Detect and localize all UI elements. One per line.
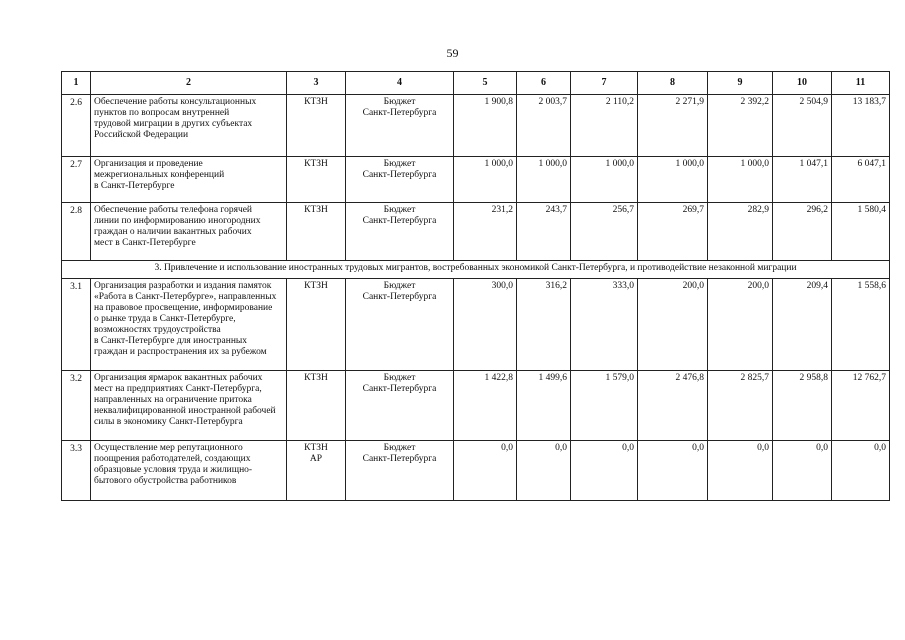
activity-name [91, 279, 287, 371]
row-number: 3.2 [62, 371, 91, 441]
amount-cell: 333,0 [571, 279, 638, 371]
header-cell: 6 [517, 72, 571, 95]
activity-name-line: Обеспечение работы телефона горячей [94, 205, 253, 215]
activity-name-line: направленных на ограничение притока [94, 394, 252, 405]
amount-cell: 1 422,8 [454, 371, 517, 441]
funding-source-line: Бюджет [383, 281, 416, 291]
amount-cell: 1 000,0 [517, 157, 571, 203]
activity-name-line: Российской Федерации [94, 129, 189, 140]
section-title: 3. Привлечение и использование иностранных трудовых мигрантов, востребованных экономикой Санкт-Петербурга, и противодействие незаконной миграции [62, 261, 890, 279]
amount-cell: 316,2 [517, 279, 571, 371]
funding-source [346, 203, 454, 261]
executor-line: КТЗН [304, 443, 328, 453]
activity-name-line: мест на предприятиях Санкт-Петербурга, [94, 383, 262, 394]
amount-cell: 209,4 [773, 279, 832, 371]
table-row [62, 279, 890, 371]
activity-name-line: Организация ярмарок вакантных рабочих [94, 373, 263, 383]
funding-source [346, 279, 454, 371]
amount-cell: 0,0 [454, 441, 517, 501]
amount-cell: 300,0 [454, 279, 517, 371]
amount-cell: 200,0 [708, 279, 773, 371]
activity-name-line: граждан о наличии вакантных рабочих [94, 226, 252, 237]
amount-cell: 12 762,7 [832, 371, 890, 441]
activity-name-line: «Работа в Санкт-Петербурге», направленных [94, 291, 277, 302]
activity-name-line: возможностях трудоустройства [94, 324, 221, 335]
activity-name-line: Осуществление мер репутационного [94, 443, 243, 453]
row-number: 2.6 [62, 95, 91, 157]
funding-source-line: Санкт-Петербурга [362, 107, 437, 118]
executor-line: КТЗН [304, 373, 328, 383]
header-cell: 7 [571, 72, 638, 95]
program-table [61, 71, 890, 501]
funding-source-line: Бюджет [383, 205, 416, 215]
activity-name-line: Обеспечение работы консультационных [94, 97, 257, 107]
amount-cell: 231,2 [454, 203, 517, 261]
row-number: 2.8 [62, 203, 91, 261]
amount-cell: 1 000,0 [708, 157, 773, 203]
activity-name [91, 203, 287, 261]
executor [287, 371, 346, 441]
funding-source-line: Бюджет [383, 373, 416, 383]
activity-name [91, 441, 287, 501]
amount-cell: 1 000,0 [454, 157, 517, 203]
executor-line: КТЗН [304, 281, 328, 291]
section-row [62, 261, 890, 279]
funding-source-line: Санкт-Петербурга [362, 215, 437, 226]
amount-cell: 256,7 [571, 203, 638, 261]
activity-name [91, 95, 287, 157]
funding-source [346, 95, 454, 157]
executor-line: КТЗН [304, 97, 328, 107]
amount-cell: 0,0 [571, 441, 638, 501]
amount-cell: 0,0 [638, 441, 708, 501]
amount-cell: 2 392,2 [708, 95, 773, 157]
activity-name-line: бытового обустройства работников [94, 475, 237, 486]
activity-name-line: на правовое просвещение, информирование [94, 302, 273, 313]
header-cell: 5 [454, 72, 517, 95]
activity-name-line: в Санкт-Петербурге [94, 180, 175, 191]
table-row [62, 157, 890, 203]
table-row [62, 95, 890, 157]
header-cell: 10 [773, 72, 832, 95]
amount-cell: 1 000,0 [638, 157, 708, 203]
table-row [62, 203, 890, 261]
activity-name-line: о рынке труда в Санкт-Петербурге, [94, 313, 236, 324]
amount-cell: 2 825,7 [708, 371, 773, 441]
amount-cell: 2 271,9 [638, 95, 708, 157]
executor [287, 157, 346, 203]
amount-cell: 1 900,8 [454, 95, 517, 157]
activity-name-line: Организация и проведение [94, 159, 203, 169]
executor-line: КТЗН [304, 205, 328, 215]
amount-cell: 0,0 [773, 441, 832, 501]
funding-source-line: Бюджет [383, 97, 416, 107]
amount-cell: 1 000,0 [571, 157, 638, 203]
amount-cell: 2 504,9 [773, 95, 832, 157]
amount-cell: 1 499,6 [517, 371, 571, 441]
activity-name [91, 371, 287, 441]
activity-name-line: образцовые условия труда и жилищно- [94, 464, 253, 475]
amount-cell: 2 110,2 [571, 95, 638, 157]
header-cell: 11 [832, 72, 890, 95]
executor-line: КТЗН [304, 159, 328, 169]
funding-source [346, 371, 454, 441]
header-cell: 4 [346, 72, 454, 95]
amount-cell: 0,0 [708, 441, 773, 501]
amount-cell: 2 476,8 [638, 371, 708, 441]
activity-name-line: межрегиональных конференций [94, 169, 225, 180]
header-cell: 8 [638, 72, 708, 95]
page-number: 59 [446, 46, 459, 60]
amount-cell: 2 958,8 [773, 371, 832, 441]
activity-name-line: мест в Санкт-Петербурге [94, 237, 196, 248]
amount-cell: 1 047,1 [773, 157, 832, 203]
executor [287, 203, 346, 261]
amount-cell: 0,0 [832, 441, 890, 501]
row-number: 3.3 [62, 441, 91, 501]
activity-name-line: граждан и распространения их за рубежом [94, 346, 267, 357]
amount-cell: 200,0 [638, 279, 708, 371]
header-cell: 2 [91, 72, 287, 95]
row-number: 3.1 [62, 279, 91, 371]
activity-name-line: линии по информированию иногородних [94, 215, 261, 226]
header-cell: 3 [287, 72, 346, 95]
executor [287, 441, 346, 501]
funding-source-line: Санкт-Петербурга [362, 291, 437, 302]
amount-cell: 6 047,1 [832, 157, 890, 203]
table-row [62, 371, 890, 441]
header-cell: 9 [708, 72, 773, 95]
table-header-row [62, 72, 890, 95]
executor-line: АР [309, 453, 323, 464]
amount-cell: 282,9 [708, 203, 773, 261]
activity-name-line: поощрения работодателей, создающих [94, 453, 251, 464]
amount-cell: 243,7 [517, 203, 571, 261]
table-row [62, 441, 890, 501]
amount-cell: 1 558,6 [832, 279, 890, 371]
funding-source-line: Санкт-Петербурга [362, 453, 437, 464]
funding-source [346, 441, 454, 501]
amount-cell: 1 580,4 [832, 203, 890, 261]
funding-source [346, 157, 454, 203]
amount-cell: 0,0 [517, 441, 571, 501]
activity-name-line: пунктов по вопросам внутренней [94, 107, 230, 118]
activity-name-line: трудовой миграции в других субъектах [94, 118, 253, 129]
funding-source-line: Бюджет [383, 443, 416, 453]
activity-name-line: Организация разработки и издания памяток [94, 281, 272, 291]
amount-cell: 1 579,0 [571, 371, 638, 441]
activity-name-line: неквалифицированной иностранной рабочей [94, 405, 276, 416]
executor [287, 279, 346, 371]
activity-name-line: силы в экономику Санкт-Петербурга [94, 416, 243, 427]
amount-cell: 2 003,7 [517, 95, 571, 157]
activity-name-line: в Санкт-Петербурге для иностранных [94, 335, 248, 346]
amount-cell: 296,2 [773, 203, 832, 261]
header-cell: 1 [62, 72, 91, 95]
funding-source-line: Санкт-Петербурга [362, 383, 437, 394]
funding-source-line: Бюджет [383, 159, 416, 169]
activity-name [91, 157, 287, 203]
amount-cell: 13 183,7 [832, 95, 890, 157]
executor [287, 95, 346, 157]
funding-source-line: Санкт-Петербурга [362, 169, 437, 180]
amount-cell: 269,7 [638, 203, 708, 261]
row-number: 2.7 [62, 157, 91, 203]
